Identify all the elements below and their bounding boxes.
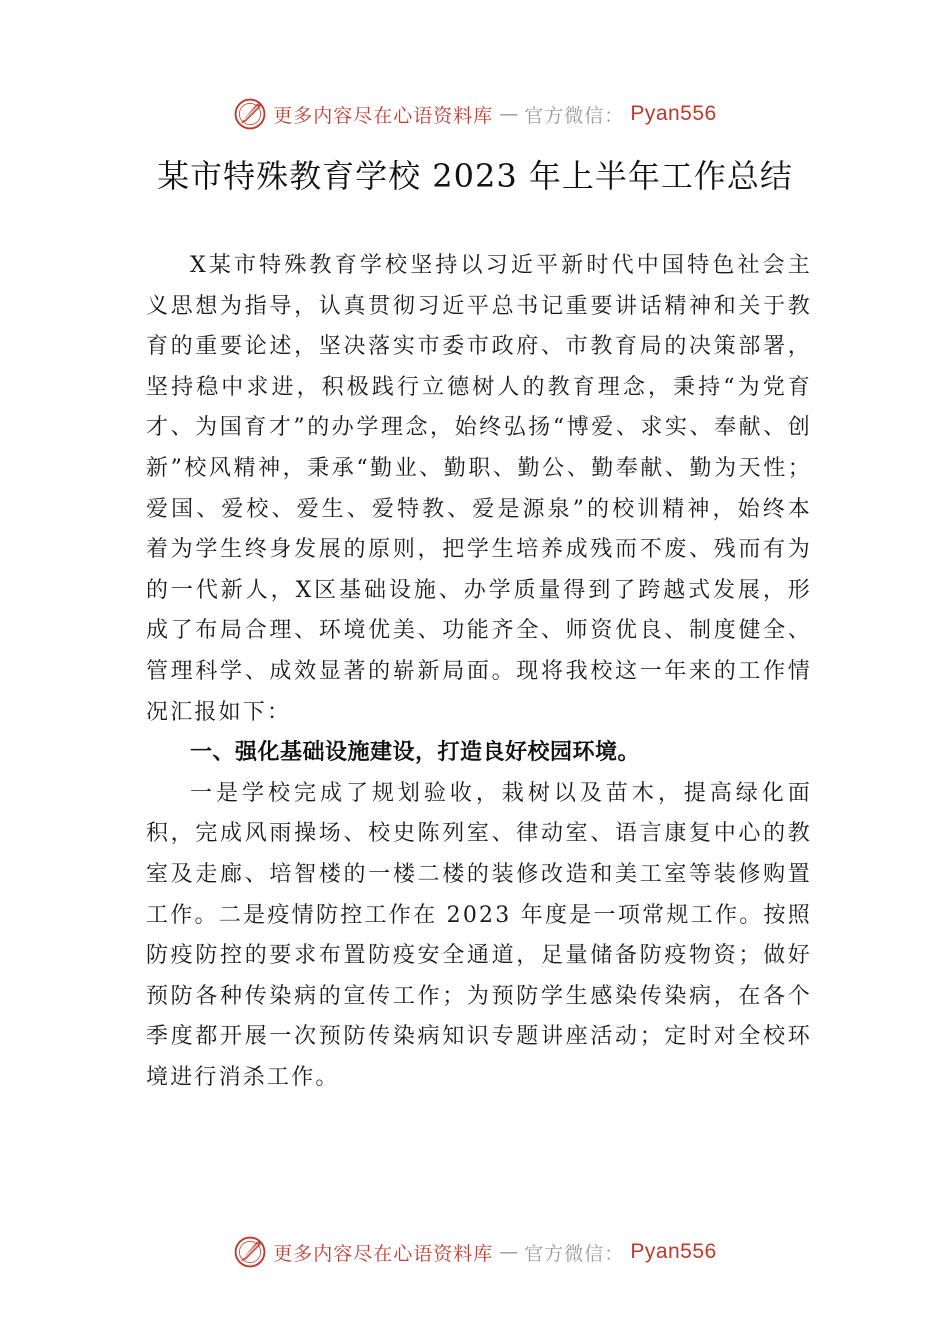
header-banner [0, 94, 950, 134]
banner-separator: — [499, 1241, 519, 1263]
section-paragraph: 一是学校完成了规划验收，栽树以及苗木，提高绿化面积，完成风雨操场、校史陈列室、律动室、语言康复中心的教室及走廊、培智楼的一楼二楼的装修改造和美工室等装修购置工作。二是疫情防控工作在 2023 年度是一项常规工作。按照防疫防控的要求布置防疫安全通道，足量储备防疫物资；做好预防各种传染病的宣传工作；为预防学生感染传染病，在各个季度都开展一次预防传染病知识专题讲座活动；定时对全校环境进行消杀工作。 [146, 780, 812, 1090]
section-heading: 一、强化基础设施建设，打造良好校园环境。 [190, 740, 641, 766]
banner-wechat-id: Pyan556 [630, 1240, 717, 1263]
banner-separator: — [499, 103, 519, 125]
banner-tagline: 更多内容尽在心语资料库 [273, 1242, 494, 1265]
intro-paragraph: X某市特殊教育学校坚持以习近平新时代中国特色社会主义思想为指导，认真贯彻习近平总书记重要讲话精神和关于教育的重要论述，坚决落实市委市政府、市教育局的决策部署，坚持稳中求进，积极践行立德树人的教育理念，秉持“为党育才、为国育才”的办学理念，始终弘扬“博爱、求实、奉献、创新”校风精神，秉承“勤业、勤职、勤公、勤奉献、勤为天性；爱国、爱校、爱生、爱特教、爱是源泉”的校训精神，始终本着为学生终身发展的原则，把学生培养成残而不废、残而有为的一代新人，X区基础设施、办学质量得到了跨越式发展，形成了布局合理、环境优美、功能齐全、师资优良、制度健全、管理科学、成效显著的崭新局面。现将我校这一年来的工作情况汇报如下： [146, 253, 812, 725]
quill-seal-logo [233, 1235, 267, 1269]
banner-wechat-label: 官方微信： [524, 1242, 625, 1265]
document-title: 某市特殊教育学校 2023 年上半年工作总结 [157, 157, 793, 195]
document-body [146, 246, 812, 1098]
banner-wechat-label: 官方微信： [524, 104, 625, 127]
banner-wechat-id: Pyan556 [630, 102, 717, 125]
banner-tagline: 更多内容尽在心语资料库 [273, 104, 494, 127]
footer-banner [0, 1232, 950, 1272]
quill-seal-logo [233, 97, 267, 131]
